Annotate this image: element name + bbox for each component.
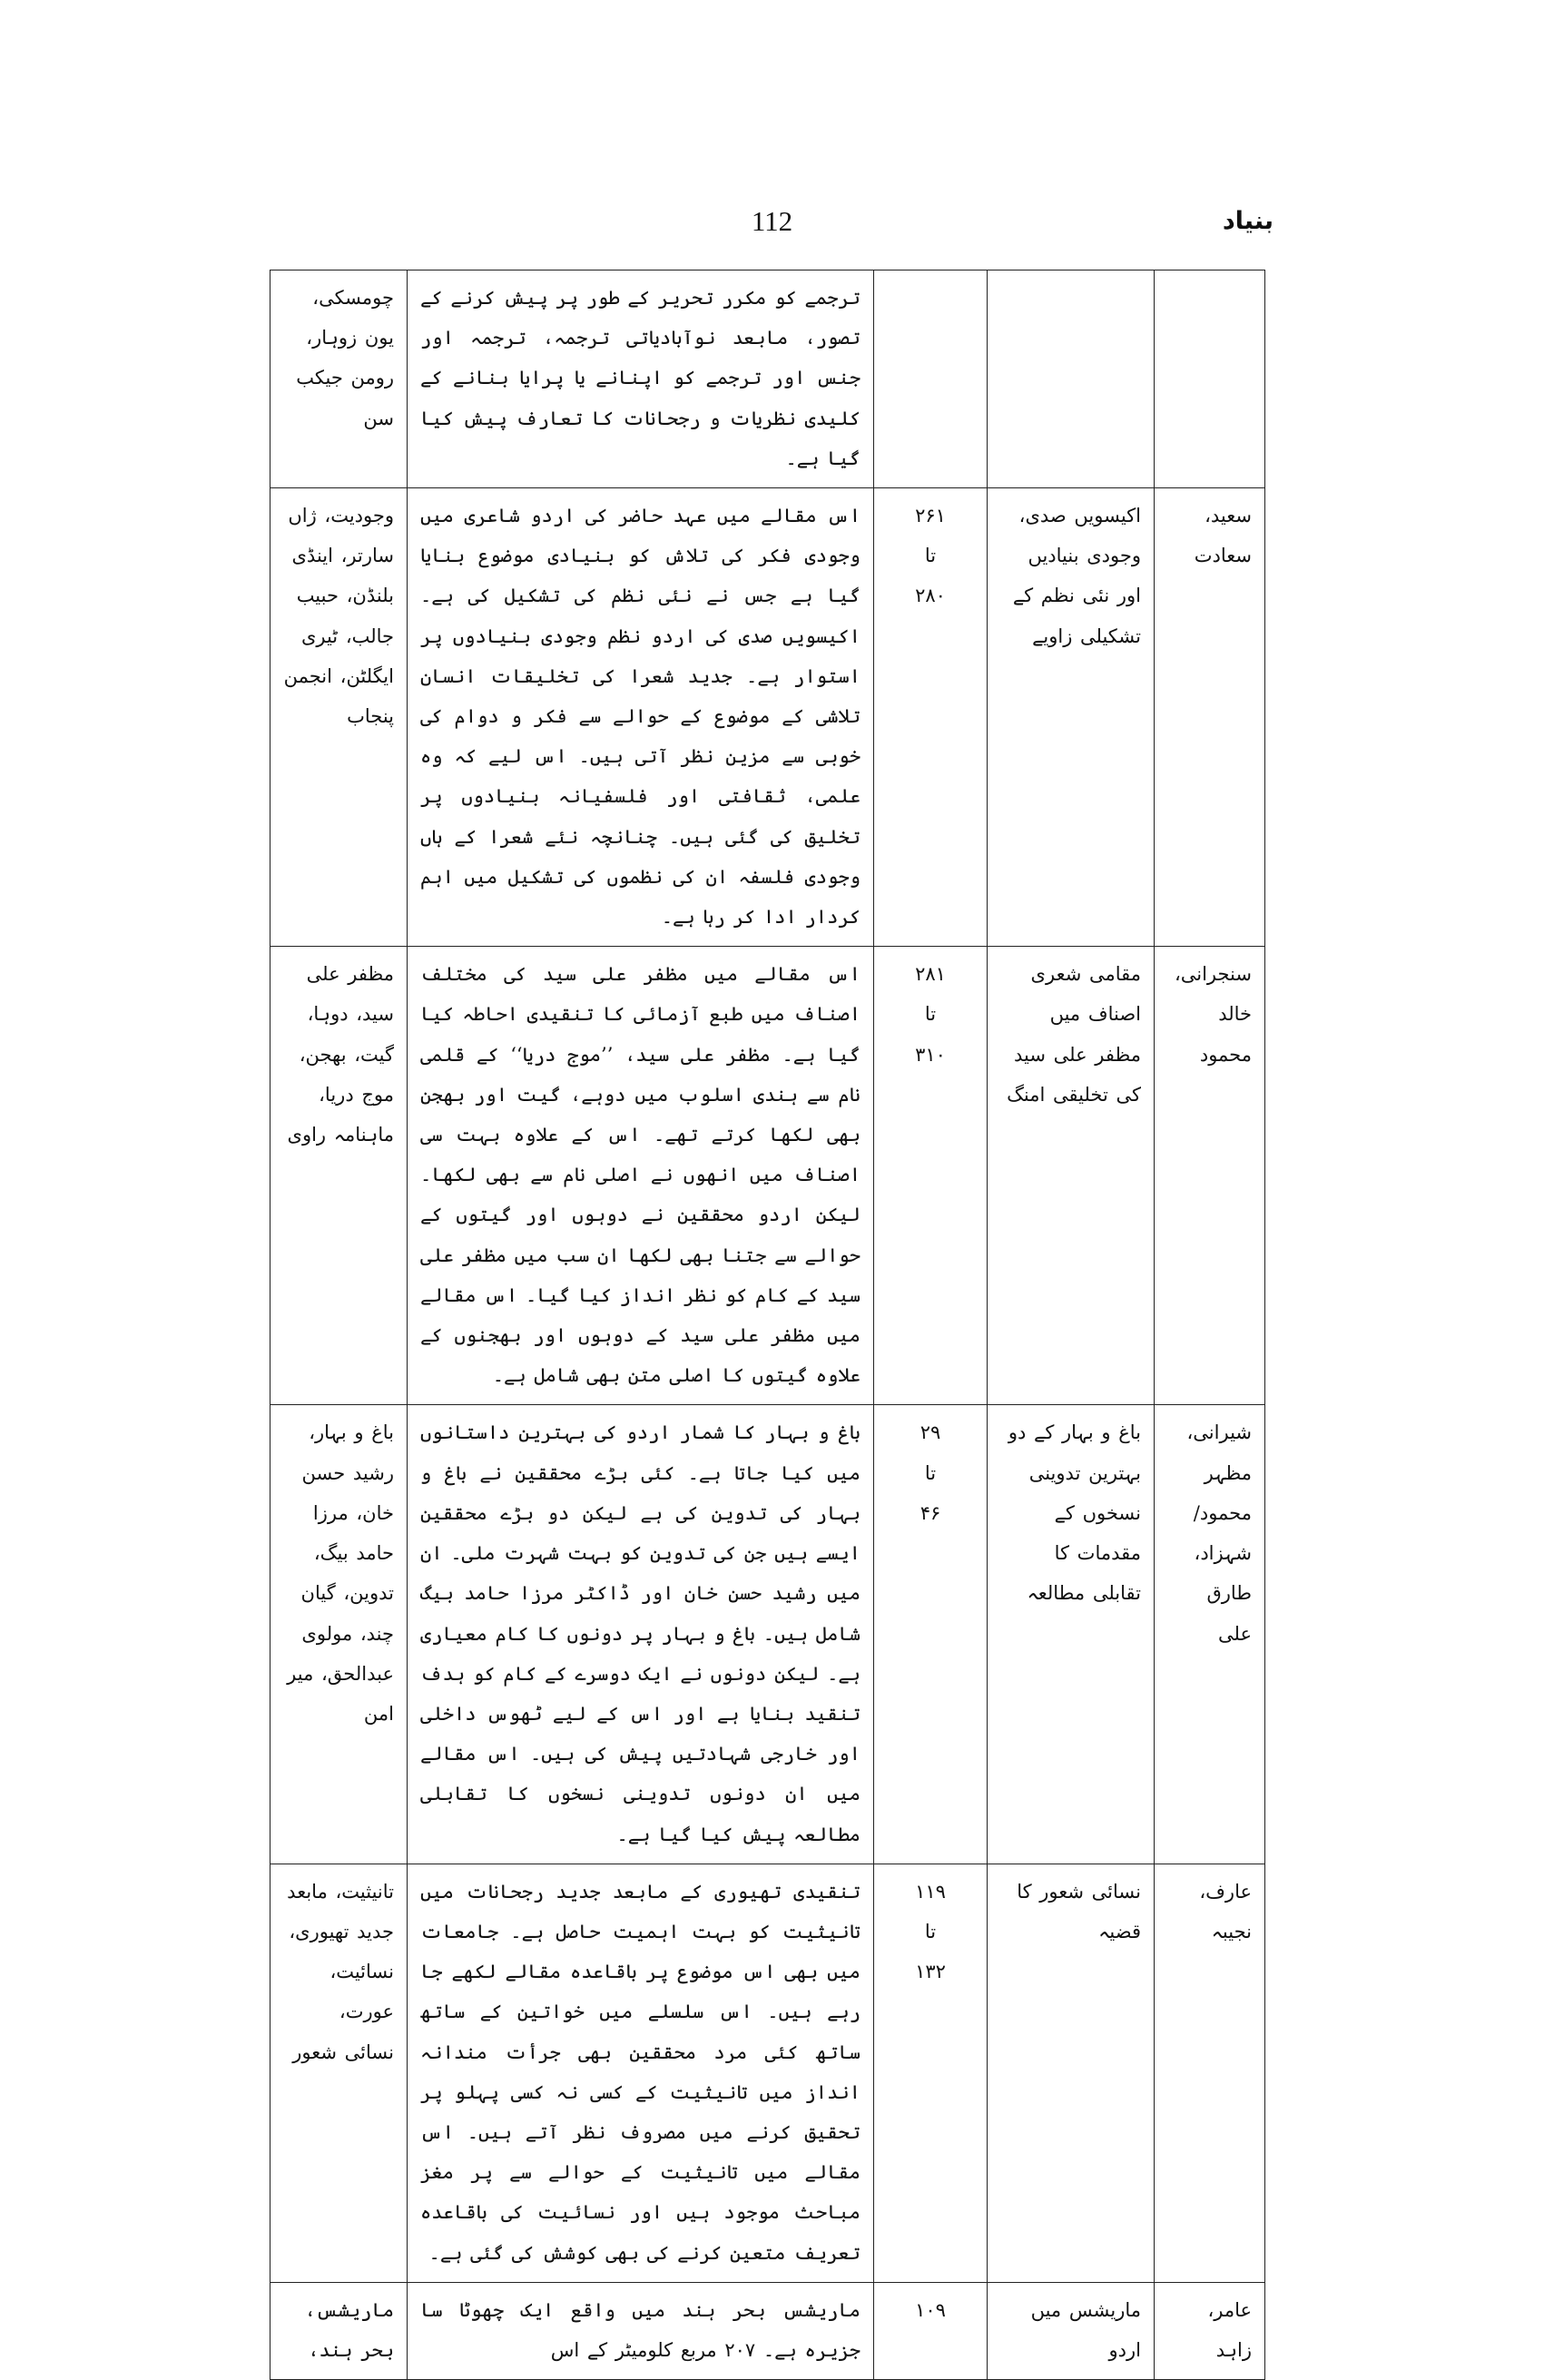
pages-cell: [874, 947, 988, 1405]
pages-cell: [874, 270, 988, 488]
keywords-cell: چومسکی، یون زوہار، رومن جیکب سن: [270, 270, 408, 488]
page-start: ۲۸۱: [915, 963, 946, 986]
journal-name: بنیاد: [1222, 207, 1274, 235]
keywords-cell: مظفر علی سید، دوہا، گیت، بھجن، موج دریا، ماہنامہ راوی: [270, 947, 408, 1405]
page-end: ۳۱۰: [915, 1043, 946, 1066]
page-to: تا: [924, 1461, 937, 1484]
page-start: ۲۹: [920, 1421, 941, 1444]
page-number: 112: [751, 205, 793, 237]
page-start: ۲۶۱: [915, 505, 946, 527]
summary-cell: اس مقالے میں مظفر علی سید کی مختلف اصناف میں طبع آزمائی کا تنقیدی احاطہ کیا گیا ہے۔ مظفر علی سید، ’’موج دریا‘‘ کے قلمی نام سے ہندی اسلوب میں دوہے، گیت اور بھجن بھی لکھا کرتے تھے۔ اس کے علاوہ بہت سی اصناف میں انھوں نے اصلی نام سے بھی لکھا۔ لیکن اردو محققین نے دوہوں اور گیتوں کے حوالے سے جتنا بھی لکھا ان سب میں مظفر علی سید کے کام کو نظر انداز کیا گیا۔ اس مقالے میں مظفر علی سید کے دوہوں اور بھجنوں کے علاوہ گیتوں کا اصلی متن بھی شامل ہے۔: [408, 947, 874, 1405]
page-to: تا: [924, 1920, 937, 1942]
title-cell: باغ و بہار کے دو بہترین تدوینی نسخوں کے مقدمات کا تقابلی مطالعہ: [988, 1405, 1155, 1864]
article-index-table: [270, 270, 1265, 2380]
page-to: تا: [924, 545, 937, 567]
keywords-cell: تانیثیت، مابعد جدید تھیوری، نسائیت، عورت، نسائی شعور: [270, 1864, 408, 2282]
summary-cell: اس مقالے میں عہد حاضر کی اردو شاعری میں وجودی فکر کی تلاش کو بنیادی موضوع بنایا گیا ہے جس نے نئی نظم کی تشکیل کی ہے۔ اکیسویں صدی کی اردو نظم وجودی بنیادوں پر استوار ہے۔ جدید شعرا کی تخلیقات انسان تلاشی کے موضوع کے حوالے سے فکر و دوام کی خوبی سے مزین نظر آتی ہیں۔ اس لیے کہ وہ علمی، ثقافتی اور فلسفیانہ بنیادوں پر تخلیق کی گئی ہیں۔ چنانچہ نئے شعرا کے ہاں وجودی فلسفہ ان کی نظموں کی تشکیل میں اہم کردار ادا کر رہا ہے۔: [408, 488, 874, 947]
title-cell: نسائی شعور کا قضیہ: [988, 1864, 1155, 2282]
table-row: [270, 2282, 1265, 2379]
summary-cell: ماریشس بحر ہند میں واقع ایک چھوٹا سا جزیرہ ہے۔ ۲۰۷ مربع کلومیٹر کے اس: [408, 2282, 874, 2379]
table-row: [270, 947, 1265, 1405]
table-row: [270, 1864, 1265, 2282]
title-cell: مقامی شعری اصناف میں مظفر علی سید کی تخلیقی امنگ: [988, 947, 1155, 1405]
page-end: ۲۸۰: [915, 585, 946, 607]
title-cell: ماریشس میں اردو: [988, 2282, 1155, 2379]
author-cell: شیرانی، مظہر محمود/ شہزاد، طارق علی: [1155, 1405, 1265, 1864]
table-row: [270, 1405, 1265, 1864]
keywords-cell: وجودیت، ژاں سارتر، اینڈی بلنڈن، حبیب جالب، ٹیری ایگلٹن، انجمن پنجاب: [270, 488, 408, 947]
page-end: ۴۶: [920, 1501, 941, 1524]
summary-cell: باغ و بہار کا شمار اردو کی بہترین داستانوں میں کیا جاتا ہے۔ کئی بڑے محققین نے باغ و بہار کی تدوین کی ہے لیکن دو بڑے محققین ایسے ہیں جن کی تدوین کو بہت شہرت ملی۔ ان میں رشید حسن خان اور ڈاکٹر مرزا حامد بیگ شامل ہیں۔ باغ و بہار پر دونوں کا کام معیاری ہے۔ لیکن دونوں نے ایک دوسرے کے کام کو ہدف تنقید بنایا ہے اور اس کے لیے ٹھوس داخلی اور خارجی شہادتیں پیش کی ہیں۔ اس مقالے میں ان دونوں تدوینی نسخوں کا تقابلی مطالعہ پیش کیا گیا ہے۔: [408, 1405, 874, 1864]
author-cell: عامر، زاہد: [1155, 2282, 1265, 2379]
author-cell: سعید، سعادت: [1155, 488, 1265, 947]
table-row: [270, 270, 1265, 488]
page-start: ۱۰۹: [915, 2298, 946, 2321]
page-to: تا: [924, 1003, 937, 1026]
table-row: [270, 488, 1265, 947]
title-cell: اکیسویں صدی، وجودی بنیادیں اور نئی نظم کے تشکیلی زاویے: [988, 488, 1155, 947]
page-start: ۱۱۹: [915, 1880, 946, 1903]
summary-cell: ترجمے کو مکرر تحریر کے طور پر پیش کرنے کے تصور، مابعد نوآبادیاتی ترجمہ، ترجمہ اور جنس اور ترجمے کو اپنانے یا پرایا بنانے کے کلیدی نظریات و رجحانات کا تعارف پیش کیا گیا ہے۔: [408, 270, 874, 488]
keywords-cell: باغ و بہار، رشید حسن خان، مرزا حامد بیگ، تدوین، گیان چند، مولوی عبدالحق، میر امن: [270, 1405, 408, 1864]
keywords-cell: ماریشس، بحر ہند،: [270, 2282, 408, 2379]
author-cell: سنجرانی، خالد محمود: [1155, 947, 1265, 1405]
page-end: ۱۳۲: [915, 1961, 946, 1983]
author-cell: [1155, 270, 1265, 488]
title-cell: [988, 270, 1155, 488]
pages-cell: [874, 2282, 988, 2379]
summary-cell: تنقیدی تھیوری کے مابعد جدید رجحانات میں تانیثیت کو بہت اہمیت حاصل ہے۔ جامعات میں بھی اس موضوع پر باقاعدہ مقالے لکھے جا رہے ہیں۔ اس سلسلے میں خواتین کے ساتھ ساتھ کئی مرد محققین بھی جرأت مندانہ انداز میں تانیثیت کے کسی نہ کسی پہلو پر تحقیق کرنے میں مصروف نظر آتے ہیں۔ اس مقالے میں تانیثیت کے حوالے سے پر مغز مباحث موجود ہیں اور نسائیت کی باقاعدہ تعریف متعین کرنے کی بھی کوشش کی گئی ہے۔: [408, 1864, 874, 2282]
pages-cell: [874, 1864, 988, 2282]
pages-cell: [874, 488, 988, 947]
pages-cell: [874, 1405, 988, 1864]
author-cell: عارف، نجیبہ: [1155, 1864, 1265, 2282]
